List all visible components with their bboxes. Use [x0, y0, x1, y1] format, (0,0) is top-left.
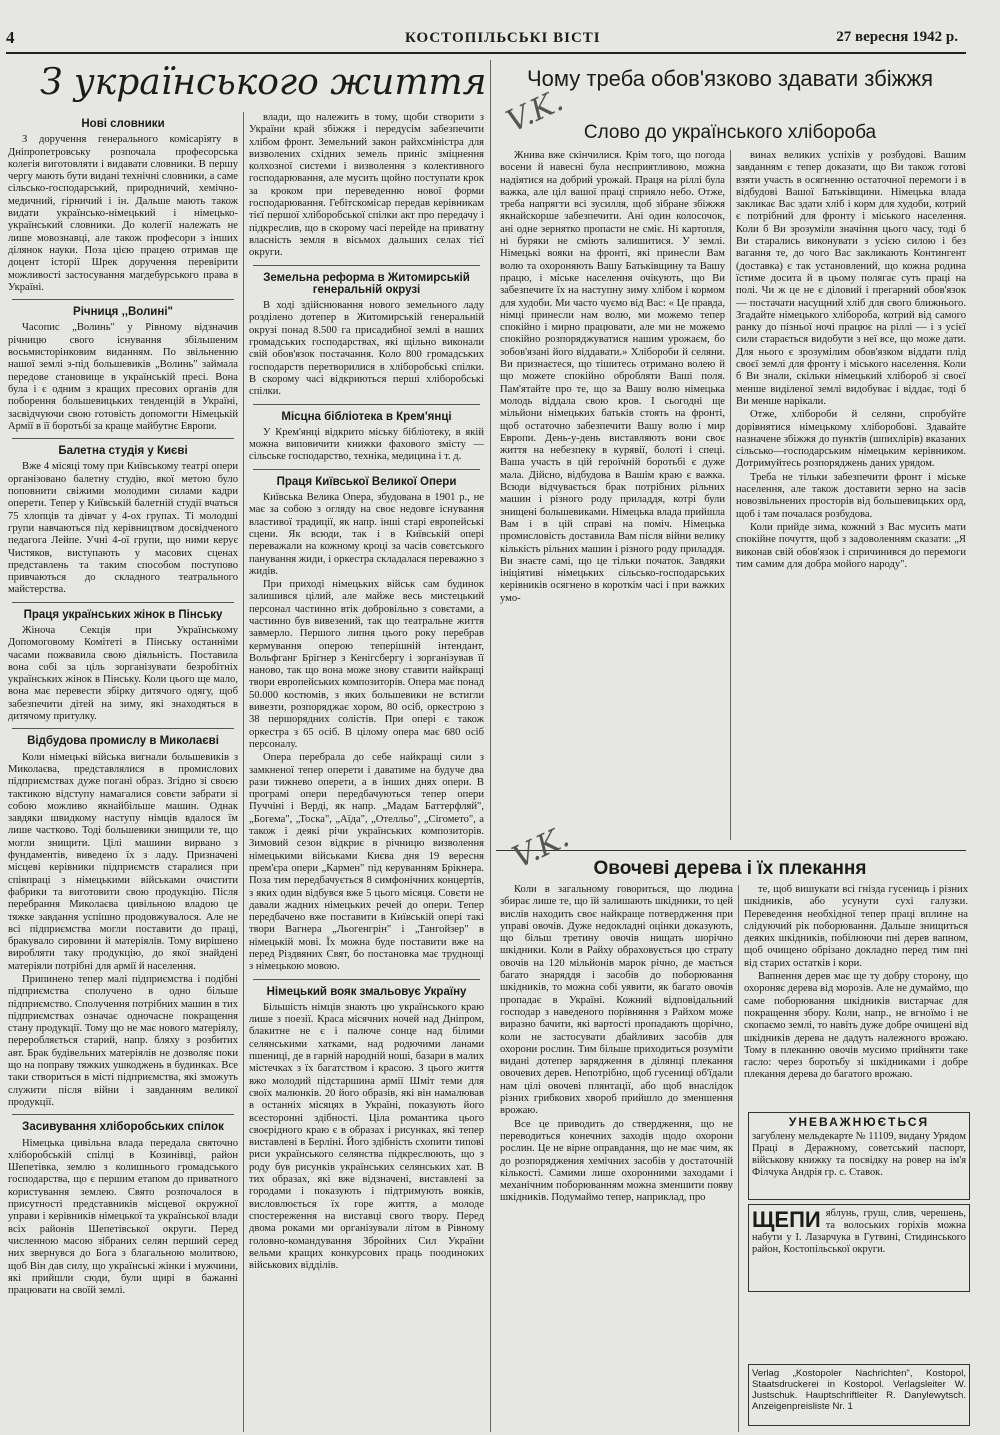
article-paragraph: Вапнення дерев має ще ту добру сторону, що охороняє дерева від морозів. Але не думаймо, що саме поборювання шкідників вистарчає для покращення збору. Коли, напр., не вгноїмо і не скопаємо землі, то навіть дуже добре очищені від шкідників дерева не дадуть належного врожаю. Тому в плеканню овочів мусимо прийняти таке гасло: через боротьбу зі шкідниками і добре плекання дерева до багатого врожаю. — [744, 971, 968, 1081]
column-5 — [500, 884, 733, 1432]
section-title: З українського життя — [40, 62, 487, 103]
column-divider — [243, 112, 244, 1432]
article-paragraph: Припинено тепер малі підприємства і подібні підприємства сполучено в одно більше підприємство. Сполучення потрібних машин в тих підприємствах означає одночасне покращення стану продукції. Тому що не має нового матеріялу, переробляється старий, напр. бляху з розбитих авт. Брак будівельних матеріялів не дозволяє поки що на поправу тяжких ушкоджень в будинках. Все таки створиться в місті підприємства, які зможуть служити після війни і завданням великої продукції. — [8, 974, 238, 1108]
article-paragraph: Коли прийде зима, кожний з Вас мусить мати спокійне почуття, щоб з задоволенням сказати: „Я виконав свій обов'язок і спричинився до перемоги тим самим для добра мойого народу". — [736, 521, 966, 570]
column-1 — [8, 112, 238, 1432]
page-header — [0, 28, 1000, 50]
article-paragraph: З доручення генерального комісаріяту в Дніпропетровську розпочала професорська колегія виготовляти і видавати словники. В першу чергу мають бути видані технічні словники, а саме сільсько-господарський, природничий, хемічно-медичний, гірничий і ін. Дальше мають також видати українсько-німецький і німецько-український словники. До колегії належать не лише мовознавці, але також професори з інших ділянок науки. Поза цією працею отримав ще доцент історії Шрек доручення перевірити можливості застосування магдебурського права в Україні. — [8, 134, 238, 293]
article-heading: Німецький вояк змальовує Україну — [266, 985, 467, 998]
article-heading: Праця українських жінок в Пінську — [23, 608, 223, 621]
article-divider — [253, 265, 480, 266]
article-divider — [253, 404, 480, 405]
article-paragraph: Вже 4 місяці тому при Київському театрі опери організовано балетну студію, якої метою було поповнити свіжими молодими силами кадри оперети. Тепер у Київській балетній студії вчаться 75 хлопців та дівчат у 4-ох групах. Ті молодші групи навчаються під керівництвом досвідченого педагога Лейпе. Учні 4-ої групи, що ними керує Чистяков, виступають у масових сценах представлень та таким способом поступово привчаються до складного театрального майстерства. — [8, 461, 238, 596]
article-paragraph: У Крем'янці відкрито міську бібліотеку, в якій можна виповичити книжки фахового змісту — сільське господарство, техніка, медицина і т. д. — [249, 426, 484, 463]
article-paragraph: Більшість німців знають цю українського краю лише з поезії. Краса місячних ночей над Дніпром, блакитне не є і палюче сонце над білими селянськими хатками, над родючими ланами пшениці, де в гарній народній ноші, базари в малих містечках з їх багатством і красою. З цього життя вжо молодий підстаршина армії Шміт теми для своїх малюнків. 20 його образів, які він намалював в останніх місяцях в Україні, показують його всесторонні здібності. Ціла романтика цього своєрідного краю є в образах і рисунках, які тепер виставлені в Берліні. Його здібність схопити типові риси українського селянства підкреслюють, що з роду був рисунків українських селянських хат. В тих образах, які вже відзначені, виставлені за городами і показують і підтримують вояків, висловлюється їх горе життя, а молоде спостереження на виставці свого твору. Перед двома роками ми організували літом в Рівному головно-командування Збройних Сил України вельми кращих конкурсових праць поодиноких військових відділів. — [249, 1001, 484, 1272]
column-divider — [730, 150, 731, 840]
issue-date: 27 вересня 1942 р. — [836, 29, 958, 45]
article-paragraph: При приході німецьких військ сам будинок залишився цілий, але майже весь мистецький персонал частинно втік добровільно з совєтами, а частинно був вивезений, так що театральне життя завмерло. Першого липня цього року перебрав кермування оперою теперішній інтендант, Вольфганг Брігнер з Кенігсбергу і зорганізував її наново, так що вона може знову ставити найкращі твори европейських композиторів. Опера має понад 50.000 костюмів, з яких большевики не встигли вивезти, розпоряджає хором, 80 осіб, оркестрою з 38 першорядних солістів. При опері є також оркестра з 65 осіб. В цілому опера має 680 осіб персоналу. — [249, 579, 484, 750]
seedlings-ad — [748, 1204, 970, 1292]
article-divider — [12, 299, 234, 300]
article-paragraph: Коли німецькі війська вигнали большевиків з Миколаєва, представлялися в промислових підприємствах дуже погані образ. Згідно зі своєю тактикою відступу намагалися совєти забрати зі собою можливо якнайбільше машин. Однак завдяки швидкому наступу німців вдалося їм лише частково. Тоді большевики знищили те, що могли знищити. Цілі машини вирвано з фундаментів, виведено їх з ладу. Призначені місцеві керівники підприємств старалися при співпраці з німецькими військами очистити фабрики та виготовити свою продукцію. Після перебрання Миколаєва цивільною владою це тяжке завдання успішно продовжувалося. Але не всі підприємства могли поставити до праці, бракувало сировини й матеріялів. Тому вирішено виробляти таку продукцію, до якої знайдені матеріяли потрібні для армії й населення. — [8, 751, 238, 972]
article-paragraph: Часопис „Волинь" у Рівному відзначив річницю свого існування збільшеним восьмисторінковим виданням. По звільненню нашої землі з-під большевиків „Волинь" займала передове становище в українській пресі. Вона була і є одним з кращих пресових органів для поборення большевицьких тенденцій в Україні, засвідчуючи свою готовість допомогти Німецькій Армії в її боротьбі за краще майбутнє Европи. — [8, 322, 238, 432]
article-paragraph: те, щоб вишукати всі гнізда гусениць і різних шкідників, або усунути сухі галузки. Переведення необхідної тепер праці вплине на слідуючий рік поборювання. Дальше знищиться деяких шкідників, побілюючи пні дерев вапном, щоб очищено обрізано докладно перед тим пні від старих остатків і кори. — [744, 884, 968, 969]
column-divider — [738, 885, 739, 1432]
column-divider — [490, 60, 491, 1432]
masthead: КОСТОПІЛЬСЬКІ ВІСТІ — [405, 30, 601, 46]
article-heading: Праця Київської Великої Опери — [276, 475, 457, 488]
article-heading: Засивування хліборобських спілок — [22, 1121, 224, 1134]
page-number: 4 — [6, 28, 15, 47]
article-heading: Земельна реформа в Житомирській генеральній окрузі — [263, 271, 470, 296]
column-4 — [736, 150, 966, 848]
article-paragraph: Все це приводить до ствердження, що не переводиться конечних заходів щодо охорони рослин. Це не вірне оправдання, що не має чим, як до розпоряджения хемічних засобів у достаточній кількості. Самими лише охоронними заходами і механічним поборюванням можна зменшити появу шкідників. Подумаймо тепер, наприклад, про — [500, 1118, 733, 1204]
article-divider — [12, 602, 234, 603]
seedlings-title: ЩЕПИ — [752, 1207, 821, 1232]
article-divider — [12, 438, 234, 439]
article-heading: Балетна студія у Києві — [58, 445, 188, 458]
article-paragraph: Опера перебрала до себе найкращі сили з замкненої тепер оперети і даватиме на будуче два рази тижнево оперети, а в інших днях опери. В програмі опери передбачуються тепер опери Пуччіні і Верді, як напр. „Мадам Баттерфляй", „Богема", „Тоска", „Аїда", „Отелльо", „Сігомето", а також і деякі річи українських композиторів. Зимовий сезон відкриє в річницю визволення німецькими військами Києва дня 19 вересня прем'єра опери „Кармен" під керуванням Брікнера. Поза тим передбачується 8 симфонічних концертів, з яких один відбувся вже 5 цього місяця. Совєти не давали жадних німецьких речей до опери. Тепер передбачено вже поставити в Київській опері такі твори Вагнера „Льогенгрін" і „Тангойзер" в німецькій мові. Їх можна буде поставити вже на перед Різдвяних Свят, бо постановка має труднощі з німецькою мовою. — [249, 752, 484, 973]
seedlings-text: яблунь, груш, слив, черешень, та волоських горіхів можна набути у І. Лазарчука в Гутвині, Стидинського район, Костопільської округи. — [752, 1208, 966, 1255]
article-title: Чому треба обов'язково здавати збіжжя — [526, 66, 933, 91]
article-heading: Місцна бібліотека в Крем'янці — [281, 410, 452, 423]
handwritten-mark: V.K. — [501, 83, 569, 140]
article-paragraph: Треба не тільки забезпечити фронт і міське населення, але також доставити зерно на засів новозвільнених просторів від большевицьких орд, щоб і там почалася розбудова. — [736, 471, 966, 520]
article-paragraph: Жнива вже скінчилися. Крім того, що погода восени й навесні була несприятливою, можна надіятися на добрий урожай. Праця на ріллі була важка, але ціл вашої праці сприяло небо. Отже, треба напрягти всі зусилля, щоб зібране збіжжя якнайскорше забезпечити. Ані один колосочок, ані одне зернятко пропасти не сміє. Ні картопля, ні буряки не сміють залишитися. У землі. Німецькі вояки на фронті, які принесли Вам волю та охороняють Вашу Батьківщину та Вашу працю, і міське населення очікують, що Ви забезпечите їх на наступну зиму хлібом і кормом для худоби. Ми часто чуємо від Вас: « Це правда, німці принесли нам волю, ми можемо тепер спокійно і мирно працювати, але ми не можемо спокійно розпоряджуватися нашим урожаєм, бо зобов'язані його віддавати.» Хлібороби й селяни. Ви признаєтеся, що тішитесь отримано волею й що можете спокійно обробляти Ваші поля. Пам'ятайте про те, що за Вашу волю німецька молодь віддала свою кров. І сьогодні ще мільйони німецьких батьків стоять на фронті, щоб остаточно забезпечити Вашу волю і мир Европи. День-у-день виставляють вони своє життя на небезпеку в курявії, болоті і спеці. Ваша участь в цій героїчній боротьбі є дуже мала. Дійсно, відбудова в Вашім краю є важка. Всюди відчувається брак потрібних рільних машин і різного роду приладдя, котрі були знищені большевиками. Німецька влада прийшла Вам і в цій справі на поміч. Німецька промисловість доставила Вам після війни велику кількість рільних машин і різного роду приладдя. Ви знаєте самі, що це тільки початок. Завдяки ініціятиві німецьких сільсько-господарських керівників осягнено в короткім часі і при важких умо- — [500, 150, 725, 604]
column-6 — [744, 884, 968, 1082]
article-divider — [12, 728, 234, 729]
notice-ad — [748, 1112, 970, 1200]
article-paragraph: В ході здійснювання нового земельного ладу розділено дотепер в Житомирській генеральній окрузі понад 8.500 га присадибної землі в наших громадських господарствах, які щільно виконали свій обов'язок постачання. Коло 800 громадських господарств перетворилися в хліборобські спілки. В скорому часі відкриються перші хліборобські спілки. — [249, 300, 484, 398]
article-heading: Нові словники — [81, 118, 165, 130]
column-3 — [500, 150, 725, 848]
article-heading: Відбудова промислу в Миколаєві — [27, 735, 219, 748]
article-paragraph: Жіноча Секція при Українському Допомоговому Комітеті в Пінську останніми часами пожвавила свою діяльність. Поставила вона собі за ціль зорганізувати безробітніх українських жінок в Пінську. Коли цього ще мало, вона має перевести збірку дитячого одягу, щоб забезпечити дітей на зиму, які знаходяться в дитячому притулку. — [8, 624, 238, 723]
notice-title: УНЕВАЖНЮЄТЬСЯ — [788, 1115, 930, 1129]
article-heading: Річниця ,,Волині" — [73, 306, 173, 319]
article-title-2: Овочеві дерева і їх плекання — [593, 858, 867, 879]
handwritten-mark: V.K. — [507, 819, 575, 876]
article-paragraph: Німецька цивільна влада передала святочно хліборобській спілці в Козинівці, район Шепетівка, землю з колишнього громадського господарства, що є першим етапом до приватного користування землею. Свято розпочалося в присутності представників місцевої окружної управи і керівників німецької та української влади всіх районів Шепетівської округи. Перед численною масою зібраних селян перший серед них звернувся до Бога з благальною молитвою, щоб Він дав силу, що українські жінки і мужчини, які прийшли сюди, були щирі в бажанні працювати на своїй землі. — [8, 1137, 238, 1297]
notice-text: загублену мельдекарте № 11109, видану Урядом Праці в Деражному, советський паспорт, військову книжку та посвідку на ровер на ім'я Філчука Андрія гр. с. Ставок. — [752, 1131, 966, 1178]
article-paragraph: Коли в загальному говориться, що людина збирає лише те, що їй залишають шкідники, то цей вислів находить своє найкраще потвердження при управі овочів. Дуже недокладні оцінки доказують, що більш третину овочів нищать шорічно шкідники. Коли в Райху обраховується цю страту овочів на 120 мільйонів марок річно, де мається багато знаряддя і засобів до поборювання шкідників, то можна собі уявити, як багато овочів пропадає в Україні. Кожний відповідальний господар з наведеного порівняння з Райхом може виразно бачити, які вартості пропадають щорічно, коли не застосувати дбайливих засобів для охорони рослин. Тим більше приходиться розуміти видані дотепер зарядження в ділянці плекання овочевих дерев. Непотрібно, щоб гусениці об'їдали нам цілі овочеві плянтації, або щоб внаслідок різних грибкових хвороб прийшло до зменшення врожаю. — [500, 884, 733, 1117]
article-divider — [253, 979, 480, 980]
article-divider — [253, 469, 480, 470]
column-2 — [249, 112, 484, 1432]
article-paragraph: влади, що належить в тому, щоби створити з України край збіжжя і передусім забезпечити хлібом фронт. Земельний закон райхсміністра для визволених східних земель приніс зміцнення колхозної системи і визволення з колективного господарювання, але мусить щойно поступати крок за кроком при переведенню нової форми господарювання. Гебітскомісар передав керівникам тієї першої хліборобської спілки акт про передачу і підкреслив, що в скорому часі перейде на приватну власність земля в вісьмох дальших селах тієї округи. — [249, 112, 484, 259]
imprint: Verlag „Kostopoler Nachrichten", Kostopol, Staatsdruckerei in Kostopol. Verlagsleiter W. Justschuk. Hauptschriftleiter R. Danylewytsch. Anzeigenpreisliste Nr. 1 — [748, 1364, 970, 1426]
header-rule — [6, 52, 966, 54]
article-paragraph: Київська Велика Опера, збудована в 1901 р., не має за собою з огляду на своє недовге існування властивої традиції, як напр. інші старі европейські сцени. Як всюди, так і в Київській опері переважали на кожному кроці за часів совєтського панування жиди, і оркестра складалася переважно з жидів. — [249, 492, 484, 577]
article-paragraph: винах великих успіхів у розбудові. Вашим завданням є тепер доказати, що Ви також готові взяти участь в осягненню остаточної перемоги і в відбудові Вашої Батьківщини. Німецька влада закликає Вас здати хліб і корм для худоби, котрий є потрібний для фронту і міського населення. Коли б Ви зрозуміли значіння цього часу, тоді б Ви старались виконувати з усією силою і без вагання те, до чого Вас закликають Контингент (доставка) є так установлений, що кожна родина їстиме досита й в цьому полягає суть праці на полі. Чи ж це не є діловий і прегарний обов'язок — постачати насущний хліб для свого ближнього. Згадайте німецького хлібороба, котрий від самого ранку до пізньої ночі працює на ріллі — і з усієї сили старається видобути з неї все, що може дати. Для нього є зрозумілим обов'язком віддати плід своєї землі для фронту і міського населення. Коли б Ви знали, скільки німецький хлібороб зі своєї менше виділеної землі видобуває і віддає, тоді б Ви менше нарікали. — [736, 150, 966, 407]
article-subtitle: Слово до українського хлібороба — [583, 122, 877, 143]
article-divider — [12, 1114, 234, 1115]
article-paragraph: Отже, хлібороби й селяни, спробуйте дорівнятися німецькому хліборобові. Здавайте назначене збіжжя до пунктів (шпихлірів) вказаних сільсько—господарським німецьким керівником. Дотримуйтесь розпоряджень даних урядом. — [736, 409, 966, 470]
